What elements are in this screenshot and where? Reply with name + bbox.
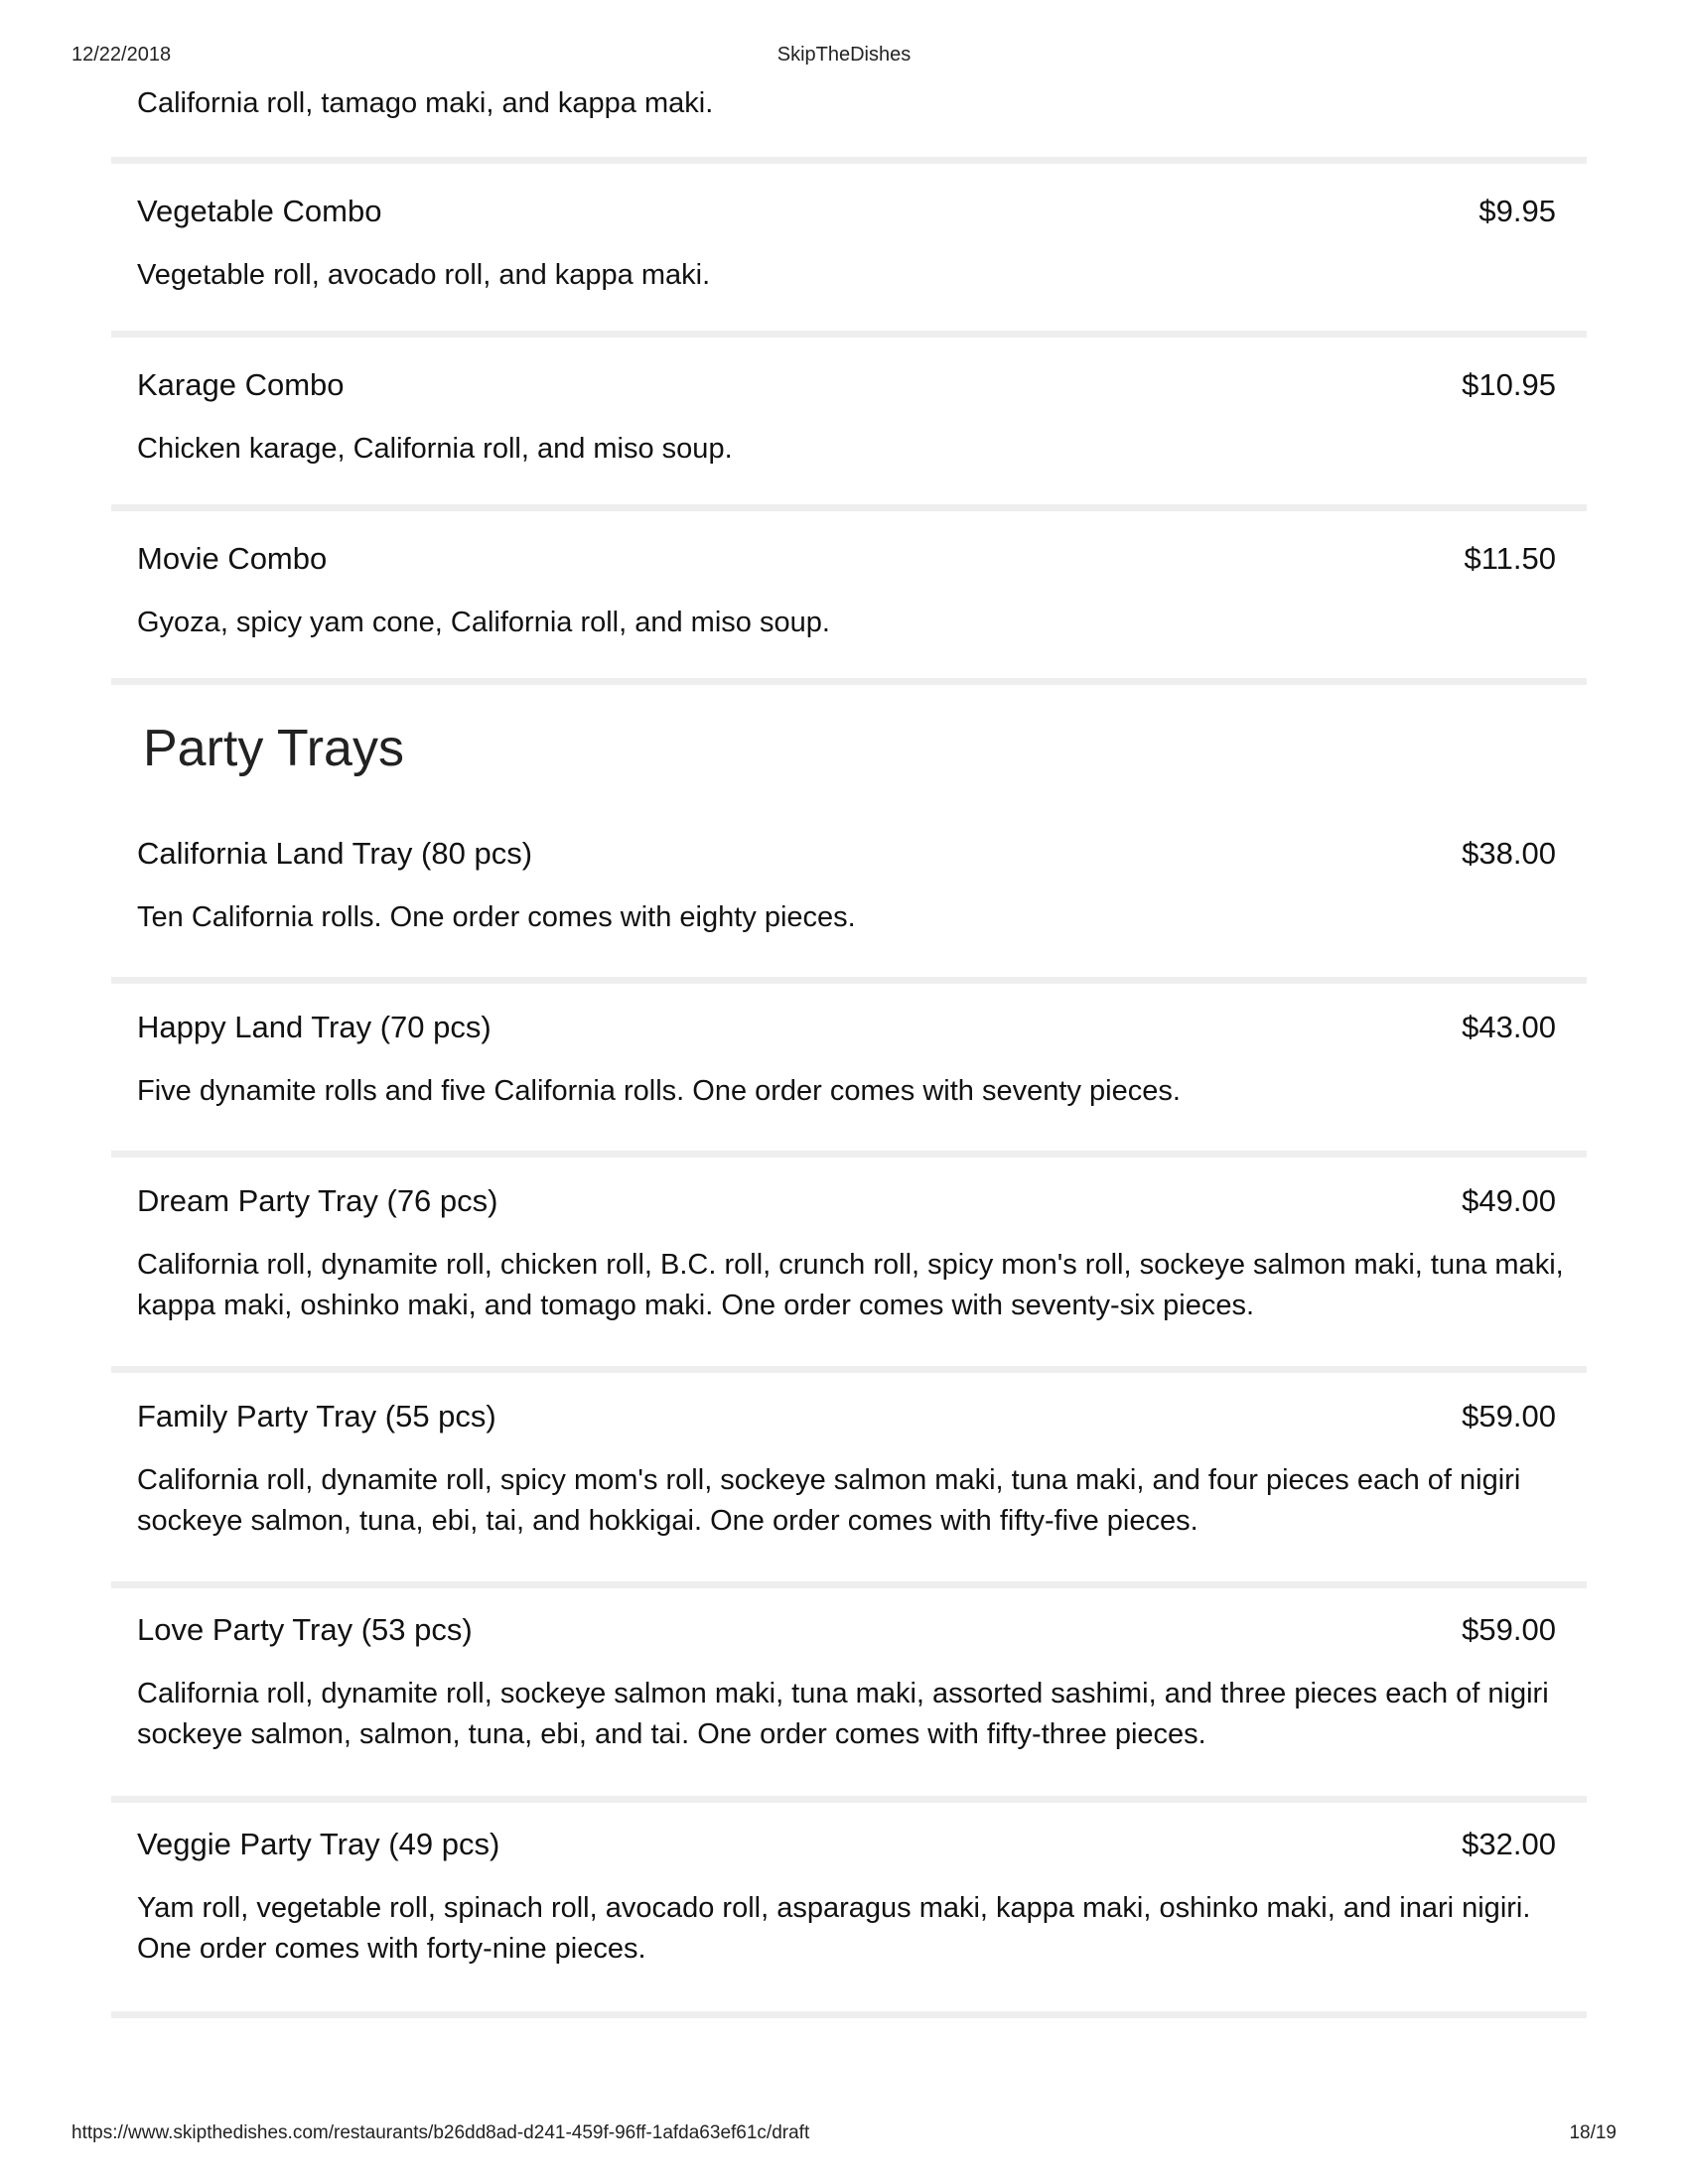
menu-item-description: Chicken karage, California roll, and miso soup.	[137, 433, 733, 465]
menu-item-name: Movie Combo	[137, 541, 328, 576]
menu-item-happy-land-tray[interactable]	[111, 984, 1587, 1151]
menu-item-name: Veggie Party Tray (49 pcs)	[137, 1827, 500, 1861]
menu-item-price: $11.50	[1464, 541, 1556, 576]
divider	[111, 977, 1587, 984]
print-footer	[71, 2122, 1617, 2148]
print-page-number: 18/19	[1569, 2122, 1617, 2143]
menu-item-description: Yam roll, vegetable roll, spinach roll, avocado roll, asparagus maki, kappa maki, oshinko maki, and inari nigiri. One order comes with forty-nine pieces.	[137, 1892, 1531, 1965]
menu-item-description: Vegetable roll, avocado roll, and kappa maki.	[137, 259, 711, 291]
menu-item-name: Family Party Tray (55 pcs)	[137, 1399, 496, 1433]
divider	[111, 678, 1587, 685]
divider	[111, 1151, 1587, 1158]
menu-item-name: California Land Tray (80 pcs)	[137, 836, 533, 871]
menu-item-price: $43.00	[1462, 1010, 1556, 1044]
print-page-title: SkipTheDishes	[776, 44, 912, 66]
menu-item-name: Dream Party Tray (76 pcs)	[137, 1183, 498, 1218]
menu-item-price: $49.00	[1462, 1183, 1556, 1218]
menu-item-price: $32.00	[1462, 1827, 1556, 1861]
menu-item-description: Five dynamite rolls and five California rolls. One order comes with seventy pieces.	[137, 1075, 1181, 1107]
menu-item-description: California roll, dynamite roll, spicy mom's roll, sockeye salmon maki, tuna maki, and four pieces each of nigiri sockeye salmon, tuna, ebi, tai, and hokkigai. One order comes with fifty-five pieces.	[137, 1464, 1521, 1537]
divider	[111, 331, 1587, 338]
menu-item-price: $59.00	[1462, 1399, 1556, 1433]
menu-item-price: $38.00	[1462, 836, 1556, 871]
section-title-party-trays: Party Trays	[143, 720, 404, 777]
menu-item-name: Vegetable Combo	[137, 194, 382, 228]
menu-item-name: Love Party Tray (53 pcs)	[137, 1612, 473, 1647]
divider	[111, 1581, 1587, 1588]
menu-item-family-party-tray[interactable]	[111, 1373, 1587, 1581]
menu-item-description: Gyoza, spicy yam cone, California roll, and miso soup.	[137, 607, 830, 638]
menu-item-california-land-tray[interactable]	[111, 826, 1587, 977]
divider	[111, 504, 1587, 511]
divider	[111, 1796, 1587, 1803]
print-header	[71, 44, 1617, 69]
menu-item-love-party-tray[interactable]	[111, 1588, 1587, 1795]
menu-item-movie-combo[interactable]	[111, 511, 1587, 678]
menu-item-vegetable-combo[interactable]	[111, 164, 1587, 331]
continued-item-description: California roll, tamago maki, and kappa maki.	[137, 87, 714, 119]
menu-item-description: California roll, dynamite roll, sockeye salmon maki, tuna maki, assorted sashimi, and three pieces each of nigiri sockeye salmon, salmon, tuna, ebi, and tai. One order comes with fifty-three pieces.	[137, 1678, 1549, 1750]
divider	[111, 157, 1587, 164]
menu-item-description: Ten California rolls. One order comes with eighty pieces.	[137, 901, 856, 933]
print-url: https://www.skipthedishes.com/restaurants/b26dd8ad-d241-459f-96ff-1afda63ef61c/draft	[71, 2122, 810, 2143]
print-date: 12/22/2018	[71, 44, 172, 66]
menu-item-veggie-party-tray[interactable]	[111, 1803, 1587, 2011]
divider	[111, 2011, 1587, 2018]
menu-item-price: $59.00	[1462, 1612, 1556, 1647]
menu-item-name: Karage Combo	[137, 367, 345, 402]
menu-item-description: California roll, dynamite roll, chicken roll, B.C. roll, crunch roll, spicy mon's roll, sockeye salmon maki, tuna maki, kappa maki, oshinko maki, and tomago maki. One order comes with seventy-six pieces.	[137, 1249, 1564, 1321]
menu-item-karage-combo[interactable]	[111, 338, 1587, 504]
menu-item-price: $10.95	[1462, 367, 1556, 402]
divider	[111, 1366, 1587, 1373]
menu-item-price: $9.95	[1478, 194, 1556, 228]
menu-item-name: Happy Land Tray (70 pcs)	[137, 1010, 492, 1044]
menu-item-dream-party-tray[interactable]	[111, 1158, 1587, 1364]
